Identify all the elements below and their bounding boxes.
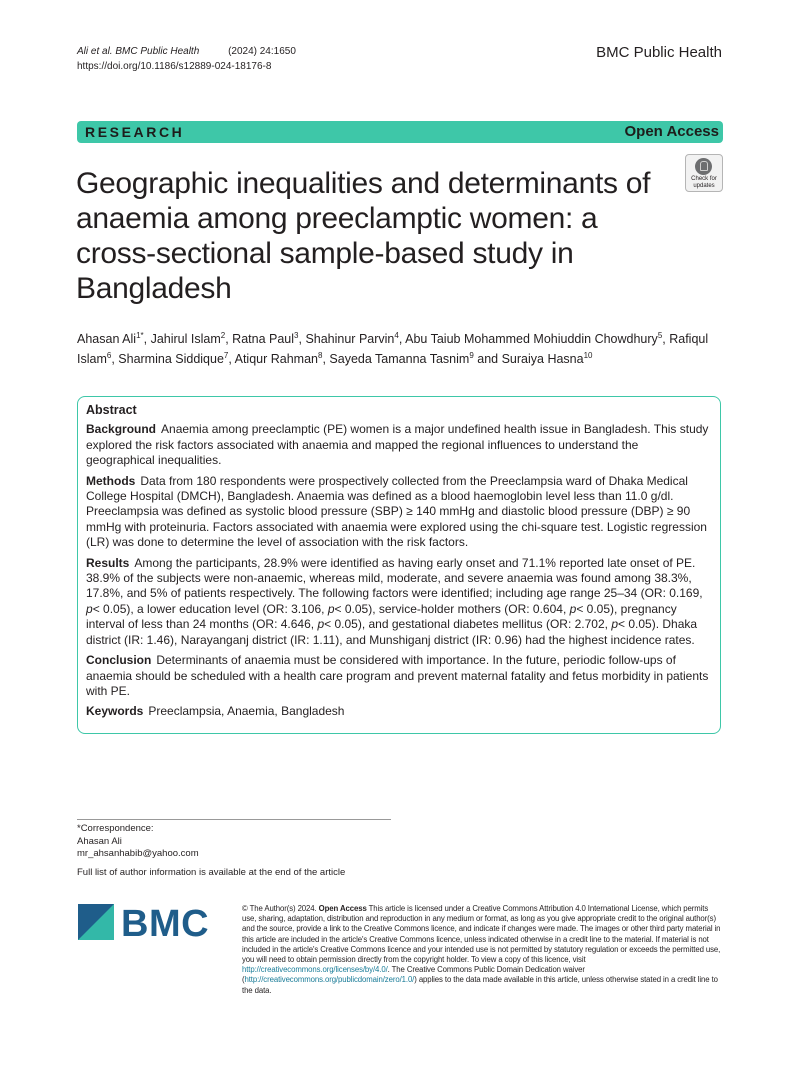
abstract-results: Results Among the participants, 28.9% were identified as having early onset and 71.1% reported late onset of PE. 38.9% of the subjects were non-anaemic, whereas mild, moderate, and severe anaemia was found among 38.3%, 17.8%, and 5% of patients respectively. The following factors were identified; including age range 25–34 (OR: 0.169, p< 0.05), a lower education level (OR: 3.106, p< 0.05), service-holder mothers (OR: 0.604, p< 0.05), pregnancy interval of less than 24 months (OR: 4.646, p< 0.05), and gestational diabetes mellitus (OR: 2.702, p< 0.05). Dhaka district (IR: 1.46), Narayanganj district (IR: 1.11), and Munshiganj district (IR: 0.96) had the highest incidence rates. xyxy=(86,555,703,647)
check-updates-label: Check for updates xyxy=(691,176,717,189)
check-updates-icon xyxy=(695,158,712,175)
citation-authors: Ali et al. BMC Public Health xyxy=(77,46,200,57)
author-name: Jahirul Islam xyxy=(150,332,221,346)
abstract-conclusion: Conclusion Determinants of anaemia must be considered with importance. In the future, periodic follow-ups of anaemia should be scheduled with a health care program and prevent maternal fatality and fetus morbidity in patients with PE. xyxy=(86,653,709,698)
citation-volume: (2024) 24:1650 xyxy=(228,46,296,57)
keywords-label: Keywords xyxy=(86,704,144,719)
results-label: Results xyxy=(86,555,130,570)
authors-joiner: and xyxy=(477,352,499,366)
author-name: Sharmina Siddique xyxy=(118,352,224,366)
article-title: Geographic inequalities and determinants of anaemia among preeclamptic women: a cross-sectional sample-based study in Bangladesh xyxy=(76,167,651,305)
abstract-box xyxy=(77,396,721,734)
author-name: Atiqur Rahman xyxy=(234,352,318,366)
correspondence-label: *Correspondence: xyxy=(77,823,154,834)
open-access-label: Open Access xyxy=(624,123,719,140)
abstract-background: Background Anaemia among preeclamptic (PE) women is a major undefined health issue in Bangladesh. This study explored the risk factors associated with anaemia and mapped the regional influences to understand the geographical inequalities. xyxy=(86,422,709,468)
article-type-label: RESEARCH xyxy=(85,124,185,140)
license-text: © The Author(s) 2024. Open Access This article is licensed under a Creative Commons Attribution 4.0 International License, which permits use, sharing, adaptation, distribution and reproduction in any medium or format, as long as you give appropriate credit to the original author(s) and the source, provide a link to the Creative Commons licence, and indicate if changes were made. The images or other third party material in this article are included in the article's Creative Commons licence, unless indicated otherwise in a credit line to the material. If material is not included in the article's Creative Commons licence and your intended use is not permitted by statutory regulation or exceeds the permitted use, you will need to obtain permission directly from the copyright holder. To view a copy of this licence, visit http://creativecommons.org/licenses/by/4.0/. The Creative Commons Public Domain Dedication waiver (http://creativecommons.org/publicdomain/zero/1.0/) applies to the data made available in this article, unless otherwise stated in a credit line to the data. xyxy=(242,904,721,995)
citation-header xyxy=(77,44,296,74)
background-label: Background xyxy=(86,422,157,437)
correspondence-email[interactable]: mr_ahsanhabib@yahoo.com xyxy=(77,848,199,859)
check-for-updates-badge[interactable] xyxy=(685,154,723,192)
article-type-banner xyxy=(77,121,723,143)
journal-name: BMC Public Health xyxy=(596,44,722,61)
abstract-heading: Abstract xyxy=(86,403,137,417)
author-name: Suraiya Hasna xyxy=(501,352,584,366)
license-open-access: Open Access xyxy=(318,904,367,913)
abstract-methods: Methods Data from 180 respondents were prospectively collected from the Preeclampsia ward of Dhaka Medical College Hospital (DMCH), Bangladesh. Anaemia was defined as a blood haemoglobin level less than 11.0 g/dl. Preeclampsia was defined as systolic blood pressure (SBP) ≥ 140 mmHg and diastolic blood pressure (DBP) ≥ 90 mmHg with proteinuria. Factors associated with anaemia were explored using the chi-square test. Logistic regression (LR) was done to determine the level of association with the risk factors. xyxy=(86,473,707,550)
author-name: Ratna Paul xyxy=(232,332,295,346)
methods-label: Methods xyxy=(86,473,136,488)
author-name: Shahinur Parvin xyxy=(305,332,395,346)
footnote-divider xyxy=(77,819,391,820)
bmc-logo-text: BMC xyxy=(121,903,210,942)
author-info-note: Full list of author information is available at the end of the article xyxy=(77,867,346,878)
author-list: Ahasan Ali$^{1*}$, Jahirul Islam$^2$, Ratna Paul$^3$, Shahinur Parvin$^4$, Abu Taiub Mohammed Mohiuddin Chowdhury$^5$, Rafiqul Islam$^6$, Sharmina Siddique$^7$, Atiqur Rahman$^8$, Sayeda Tamanna Tasnim$^9$ and Suraiya Hasna$^{10}$ xyxy=(77,330,709,366)
author-name: Rafiqul Islam xyxy=(77,332,709,366)
license-link-zero[interactable]: http://creativecommons.org/publicdomain/zero/1.0/ xyxy=(244,975,415,985)
license-link-by[interactable]: http://creativecommons.org/licenses/by/4.0/ xyxy=(242,965,388,975)
correspondence-name: Ahasan Ali xyxy=(77,835,122,847)
doi-link[interactable]: https://doi.org/10.1186/s12889-024-18176-8 xyxy=(77,61,272,72)
conclusion-label: Conclusion xyxy=(86,653,152,668)
correspondence-block xyxy=(77,823,199,861)
author-name: Abu Taiub Mohammed Mohiuddin Chowdhury xyxy=(405,332,658,346)
author-name: Sayeda Tamanna Tasnim xyxy=(329,352,470,366)
bmc-logo xyxy=(78,902,224,942)
abstract-keywords: Keywords Preeclampsia, Anaemia, Bangladesh xyxy=(86,704,345,719)
author-name: Ahasan Ali xyxy=(77,332,137,346)
